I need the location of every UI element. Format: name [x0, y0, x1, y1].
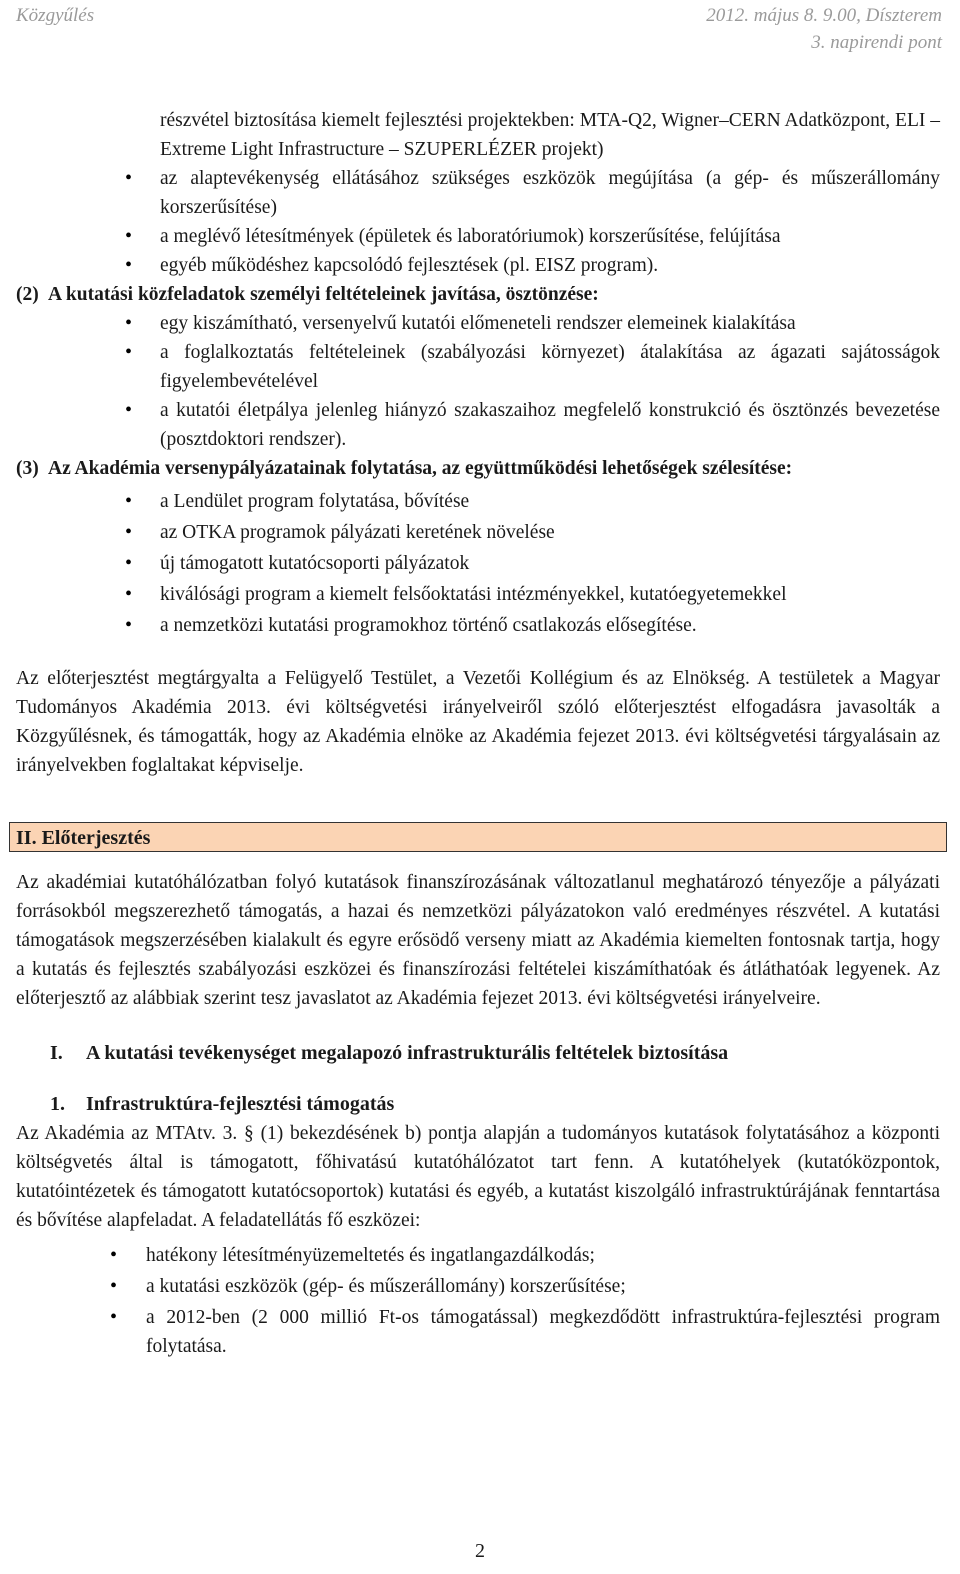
list-item: • a kutatói életpálya jelenleg hiányzó szakaszaihoz megfelelő konstrukció és ösztönzés bevezetése (posztdoktori rendszer).: [16, 396, 940, 454]
section-2-heading: (2) A kutatási közfeladatok személyi feltételeinek javítása, ösztönzése:: [16, 284, 599, 305]
list-item: • a meglévő létesítmények (épületek és laboratóriumok) korszerűsítése, felújítása: [16, 222, 940, 251]
paragraph-proposal: Az akadémiai kutatóhálózatban folyó kutatások finanszírozásának változatlanul meghatározó tényezője a pályázati forrásokból megszerezhető támogatás, a hazai és nemzetközi pályázatokon való eredményes részvétel. A kutatási támogatások megszerzésében kialakult és egyre erősödő verseny miatt az Akadémia kiemelten fontosnak tartja, hogy a kutatás és fejlesztés szabályozási eszközei és finanszírozási feltételei kiszámíthatóak és átláthatóak legyenek. Az előterjesztő az alábbiak szerint tesz javaslatot az Akadémia fejezet 2013. évi költségvetési irányelveire.: [16, 872, 940, 1009]
list-item: • az OTKA programok pályázati keretének növelése: [16, 518, 940, 547]
paragraph-infrastructure: Az Akadémia az MTAtv. 3. § (1) bekezdésének b) pontja alapján a tudományos kutatások folytatásához a központi költségvetés által is támogatott, főhivatású kutatóhálózatot tart fenn. A kutatóhelyek (kutatóközpontok, kutatóintézetek és támogatott kutatócsoportok) kutatási és egyéb, a kutatást kiszolgáló infrastruktúrájának fenntartása és bővítése alapfeladat. A feladatellátás fő eszközei:: [16, 1123, 940, 1231]
heading-chapter-I: I. A kutatási tevékenységet megalapozó infrastrukturális feltételek biztosítása: [50, 1042, 729, 1064]
page-number: 2: [475, 1540, 485, 1562]
list-item: • egyéb működéshez kapcsolódó fejlesztések (pl. EISZ program).: [16, 251, 940, 280]
list-infrastructure-continued: [16, 106, 940, 280]
list-item: • hatékony létesítményüzemeltetés és ingatlangazdálkodás;: [16, 1241, 940, 1270]
section-3-list: [16, 487, 940, 640]
list-item: • kiválósági program a kiemelt felsőoktatási intézményekkel, kutatóegyetemekkel: [16, 580, 940, 609]
paragraph-approval: Az előterjesztést megtárgyalta a Felügyelő Testület, a Vezetői Kollégium és az Elnökség. A testületek a Magyar Tudományos Akadémia 2013. évi költségvetési irányelveiről szóló előterjesztést elfogadásra javasolták a Közgyűlésnek, és támogatták, hogy az Akadémia elnöke az Akadémia fejezet 2013. évi költségvetési tárgyalásain az irányelvekben foglaltakat képviselje.: [16, 668, 940, 776]
header-left: Közgyűlés: [16, 5, 95, 26]
list-item: • új támogatott kutatócsoporti pályázatok: [16, 549, 940, 578]
section-title-box: II. Előterjesztés: [9, 822, 947, 852]
section-2-list: [16, 309, 940, 454]
header-date: 2012. május 8. 9.00, Díszterem: [706, 5, 942, 26]
heading-subsection-1: 1. Infrastruktúra-fejlesztési támogatás: [50, 1093, 395, 1115]
list-item: • a 2012-ben (2 000 millió Ft-os támogatással) megkezdődött infrastruktúra-fejlesztési program folytatása.: [16, 1303, 940, 1361]
list-item: • a foglalkoztatás feltételeinek (szabályozási környezet) átalakítása az ágazati sajátosságok figyelembevételével: [16, 338, 940, 396]
list-item: részvétel biztosítása kiemelt fejlesztési projektekben: MTA-Q2, Wigner–CERN Adatközpont, ELI – Extreme Light Infrastructure – SZUPERLÉZER projekt): [160, 110, 940, 160]
header-right: [706, 2, 942, 56]
list-item: • egy kiszámítható, versenyelvű kutatói előmeneteli rendszer elemeinek kialakítása: [16, 309, 940, 338]
list-item: • a kutatási eszközök (gép- és műszerállomány) korszerűsítése;: [16, 1272, 940, 1301]
list-main-tools: [16, 1241, 940, 1361]
document-body: [16, 106, 940, 1361]
list-item: • a Lendület program folytatása, bővítése: [16, 487, 940, 516]
header-agenda-item: 3. napirendi pont: [811, 32, 942, 53]
list-item: • az alaptevékenység ellátásához szükséges eszközök megújítása (a gép- és műszerállomány korszerűsítése): [16, 164, 940, 222]
section-3-heading: (3) Az Akadémia versenypályázatainak folytatása, az együttműködési lehetőségek szélesítése:: [16, 458, 793, 479]
list-item: • a nemzetközi kutatási programokhoz történő csatlakozás elősegítése.: [16, 611, 940, 640]
